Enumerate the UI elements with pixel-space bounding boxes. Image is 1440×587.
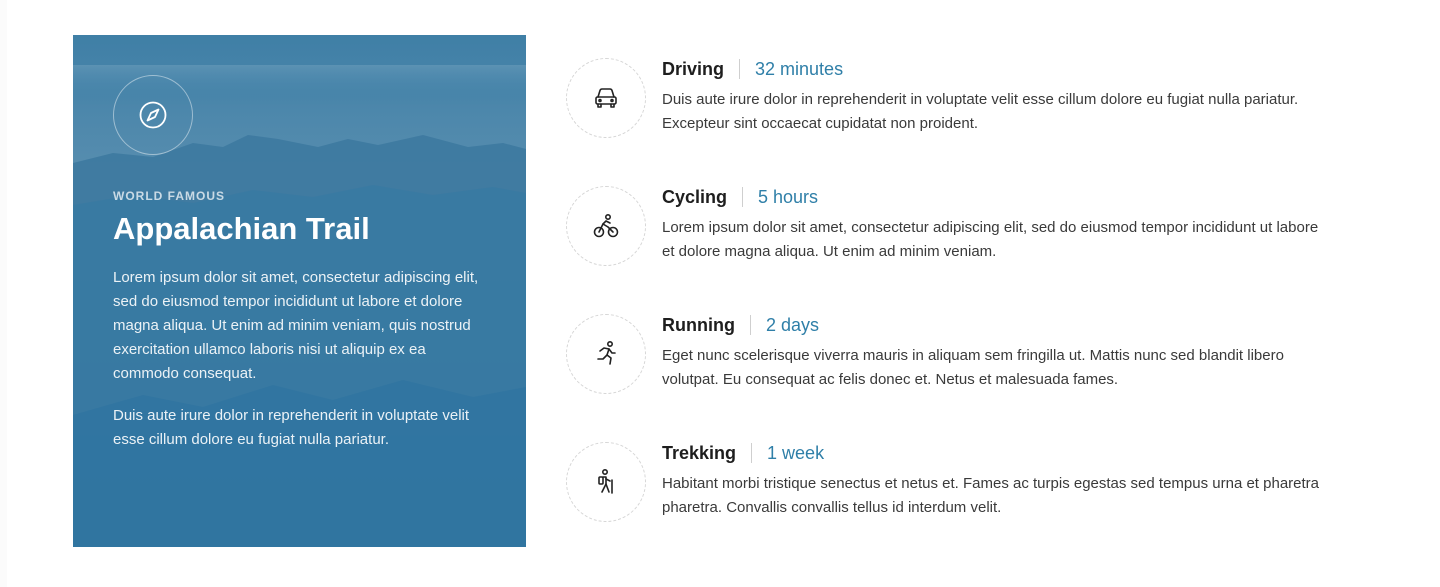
compass-icon-circle (113, 75, 193, 155)
feature-icon-circle (566, 186, 646, 266)
page-edge (0, 0, 7, 587)
hero-paragraph: Lorem ipsum dolor sit amet, consectetur adipiscing elit, sed do eiusmod tempor incididunt ut labore et dolore magna aliqua. Ut enim ad minim veniam, quis nostrud exercitation ullamco laboris nisi ut aliquip ex ea commodo consequat. (113, 269, 479, 382)
runner-icon (591, 339, 621, 369)
hiker-icon (591, 467, 621, 497)
divider (750, 315, 751, 335)
feature-name: Driving (662, 58, 725, 79)
feature-description: Duis aute irure dolor in reprehenderit in voluptate velit esse cillum dolore eu fugiat nulla pariatur. Excepteur sint occaecat cupidatat non proident. (662, 91, 1299, 132)
feature-name: Trekking (662, 442, 737, 463)
divider (739, 59, 740, 79)
feature-body (662, 58, 1332, 136)
feature-name: Running (662, 314, 735, 335)
feature-body (662, 314, 1332, 392)
feature-icon-circle (566, 442, 646, 522)
car-icon (591, 83, 621, 113)
hero-eyebrow: WORLD FAMOUS (113, 189, 225, 203)
feature-running (566, 314, 1346, 442)
feature-driving (566, 58, 1346, 186)
feature-header (662, 314, 1332, 336)
feature-description: Habitant morbi tristique senectus et netus et. Fames ac turpis egestas sed tempus urna et pharetra pharetra. Convallis convallis tellus id interdum velit. (662, 475, 1320, 516)
feature-header (662, 58, 1332, 80)
hero-title: Appalachian Trail (113, 211, 370, 246)
divider (742, 187, 743, 207)
trail-hero-card (73, 35, 526, 547)
feature-description: Lorem ipsum dolor sit amet, consectetur adipiscing elit, sed do eiusmod tempor incididunt ut labore et dolore magna aliqua. Ut enim ad minim veniam. (662, 219, 1319, 260)
feature-icon-circle (566, 58, 646, 138)
feature-duration: 5 hours (758, 186, 819, 207)
feature-duration: 1 week (767, 442, 825, 463)
feature-trekking (566, 442, 1346, 570)
feature-description: Eget nunc scelerisque viverra mauris in aliquam sem fringilla ut. Mattis nunc sed blandit libero volutpat. Eu consequat ac felis donec et. Netus et malesuada fames. (662, 347, 1284, 388)
feature-icon-circle (566, 314, 646, 394)
hero-paragraph: Duis aute irure dolor in reprehenderit in voluptate velit esse cillum dolore eu fugiat nulla pariatur. (113, 407, 470, 448)
divider (751, 443, 752, 463)
hero-content (113, 75, 493, 452)
feature-name: Cycling (662, 186, 728, 207)
cyclist-icon (591, 211, 621, 241)
feature-header (662, 442, 1332, 464)
feature-header (662, 186, 1332, 208)
feature-body (662, 186, 1332, 264)
compass-icon (138, 100, 168, 130)
feature-duration: 2 days (765, 314, 820, 335)
feature-cycling (566, 186, 1346, 314)
feature-duration: 32 minutes (755, 58, 844, 79)
feature-body (662, 442, 1332, 520)
travel-options-list (566, 58, 1346, 570)
